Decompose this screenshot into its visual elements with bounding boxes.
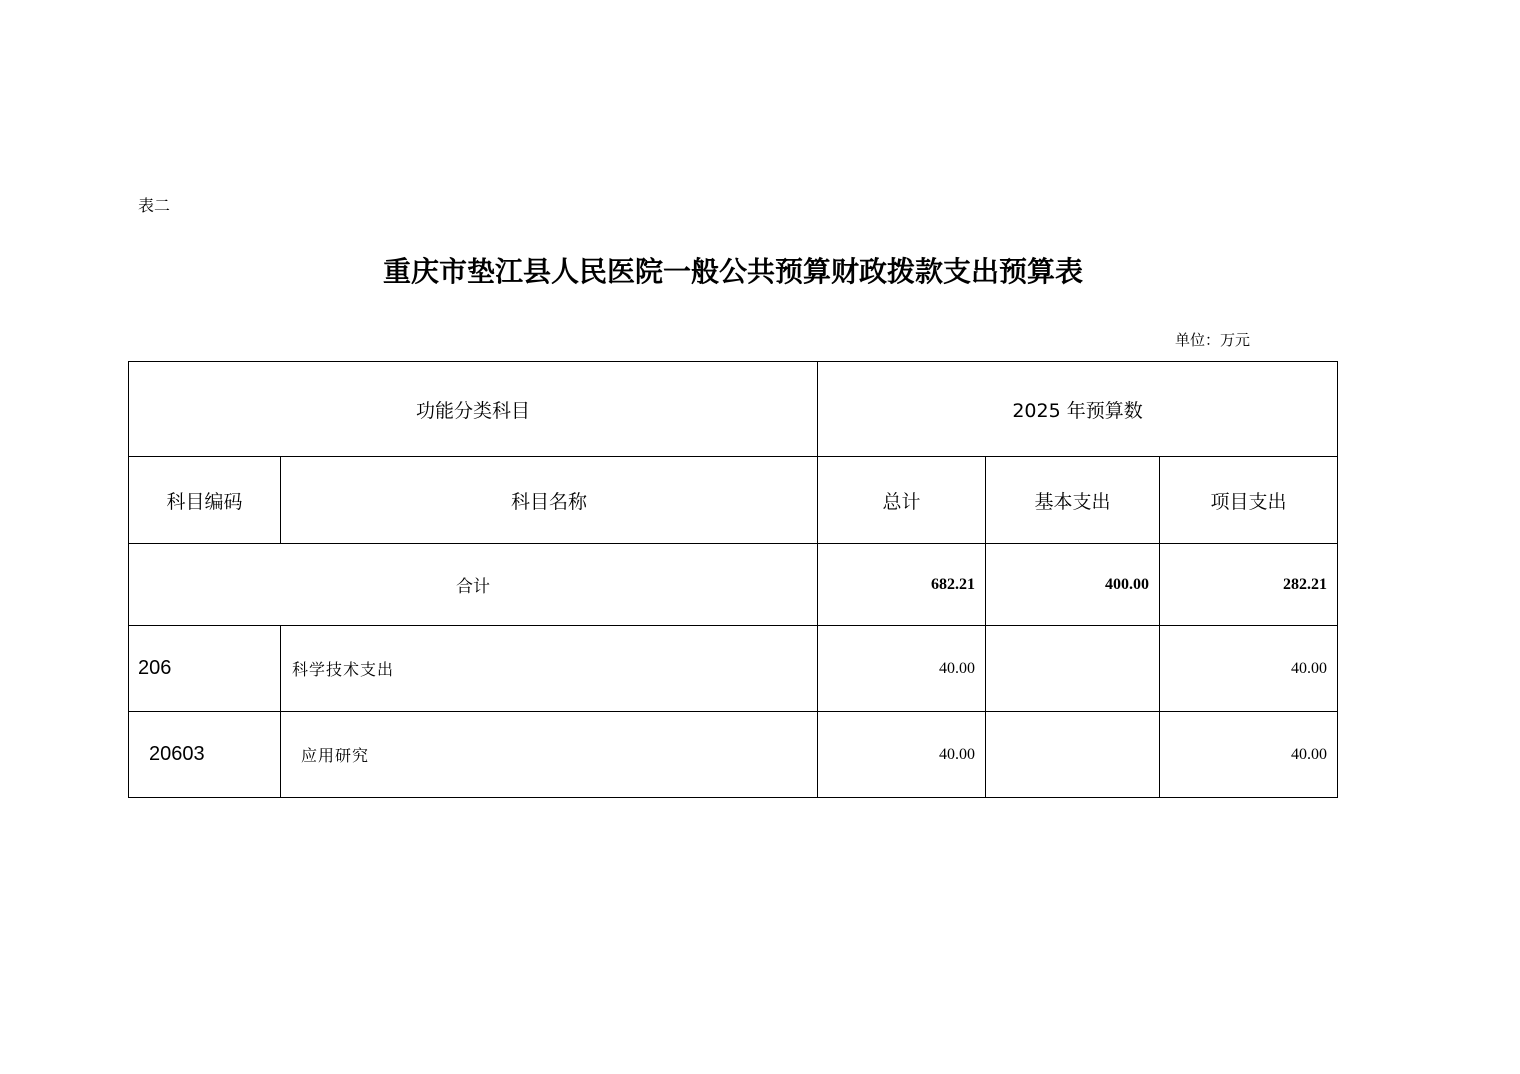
- row-basic: [986, 712, 1160, 798]
- total-basic-amount: 400.00: [986, 544, 1160, 626]
- header-functional-classification: 功能分类科目: [129, 362, 818, 457]
- total-project-amount: 282.21: [1160, 544, 1338, 626]
- header-group-row: [129, 362, 1338, 457]
- column-header-code: 科目编码: [129, 457, 281, 544]
- page-title: 重庆市垫江县人民医院一般公共预算财政拨款支出预算表: [382, 255, 1083, 288]
- header-column-row: [129, 457, 1338, 544]
- table-row: [129, 626, 1338, 712]
- row-total: 40.00: [818, 712, 986, 798]
- budget-table: [128, 361, 1338, 798]
- row-code: 20603: [129, 712, 281, 798]
- row-total: 40.00: [818, 626, 986, 712]
- column-header-project: 项目支出: [1160, 457, 1338, 544]
- row-name: 科学技术支出: [281, 626, 818, 712]
- row-project: 40.00: [1160, 626, 1338, 712]
- column-header-total: 总计: [818, 457, 986, 544]
- column-header-name: 科目名称: [281, 457, 818, 544]
- total-row: [129, 544, 1338, 626]
- table-number-label: 表二: [138, 196, 171, 215]
- row-project: 40.00: [1160, 712, 1338, 798]
- row-name: 应用研究: [281, 712, 818, 798]
- row-basic: [986, 626, 1160, 712]
- total-label: 合计: [129, 544, 818, 626]
- unit-label: 单位：万元: [1174, 331, 1250, 349]
- header-budget-year: 2025 年预算数: [818, 362, 1338, 457]
- total-amount: 682.21: [818, 544, 986, 626]
- column-header-basic: 基本支出: [986, 457, 1160, 544]
- table-row: [129, 712, 1338, 798]
- row-code: 206: [129, 626, 281, 712]
